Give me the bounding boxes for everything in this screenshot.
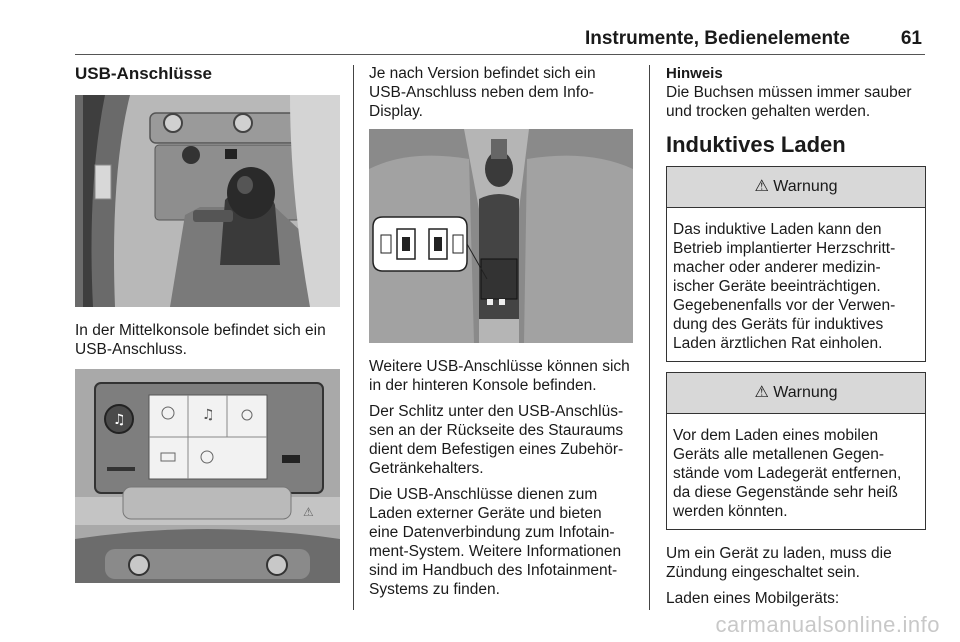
svg-text:♫: ♫ <box>202 407 215 423</box>
svg-text:⚠: ⚠ <box>303 505 314 519</box>
warning-box-2 <box>666 372 926 530</box>
header-title: Instrumente, Bedienelemente <box>584 28 850 49</box>
svg-text:♫: ♫ <box>113 412 126 428</box>
header-rule <box>75 54 925 55</box>
section-title-inductive: Induktives Laden <box>666 132 846 157</box>
warning-box-1 <box>666 166 926 362</box>
usb-info-display-text: Je nach Version befindet sich ein USB-Anschluss neben dem Info-Display. <box>369 65 596 120</box>
page-number: 61 <box>900 28 922 49</box>
column-2 <box>369 64 633 606</box>
warning-text-1: Das induktive Laden kann den Betrieb implantierter Herzschritt-macher oder anderer medizin-ischer Geräte beeinträchtigen. Gegebenenfalls vor der Verwen-dung des Geräts für induktives Laden ärztlichen Rat einholen. <box>673 221 896 352</box>
warning-icon: ⚠ <box>754 384 769 401</box>
section-title-usb: USB-Anschlüsse <box>75 64 212 83</box>
column-divider-1 <box>353 65 354 610</box>
warning-text-2: Vor dem Laden eines mobilen Geräts alle metallenen Gegen-stände vom Ladegerät entfernen, da diese Gegenstände sehr heiß werden könnten. <box>673 427 902 520</box>
figure-rear-console-usb <box>369 129 633 343</box>
hint-label: Hinweis <box>666 65 723 82</box>
warning-header-2 <box>667 373 925 414</box>
warning-body-1 <box>667 208 925 361</box>
usb-console-text: In der Mittelkonsole befindet sich ein USB-Anschluss. <box>75 322 326 358</box>
figure-info-display-usb <box>75 369 340 583</box>
column-divider-2 <box>649 65 650 610</box>
usb-purpose-text: Die USB-Anschlüsse dienen zum Laden externer Geräte und bieten eine Datenverbindung zum Infotain-ment-System. Weitere Informationen sind im Handbuch des Infotainment-Systems zu finden. <box>369 486 622 598</box>
figure-center-console-usb <box>75 95 340 307</box>
warning-title-1: Warnung <box>773 178 838 195</box>
hint-text: Die Buchsen müssen immer sauber und trocken gehalten werden. <box>666 84 912 120</box>
rear-usb-text: Weitere USB-Anschlüsse können sich in der hinteren Konsole befinden. <box>369 358 630 394</box>
ignition-text: Um ein Gerät zu laden, muss die Zündung eingeschaltet sein. <box>666 545 892 581</box>
column-3 <box>666 64 926 615</box>
warning-title-2: Warnung <box>773 384 838 401</box>
warning-body-2 <box>667 414 925 529</box>
slot-text: Der Schlitz unter den USB-Anschlüs-sen an der Rückseite des Stauraums dient dem Befestigen eines Zubehör-Getränkehalters. <box>369 403 624 477</box>
warning-header-1 <box>667 167 925 208</box>
warning-icon: ⚠ <box>754 178 769 195</box>
column-1 <box>75 64 340 583</box>
charging-heading-text: Laden eines Mobilgeräts: <box>666 590 840 607</box>
watermark-text: carmanualsonline.info <box>715 612 940 637</box>
page-header <box>0 0 960 56</box>
